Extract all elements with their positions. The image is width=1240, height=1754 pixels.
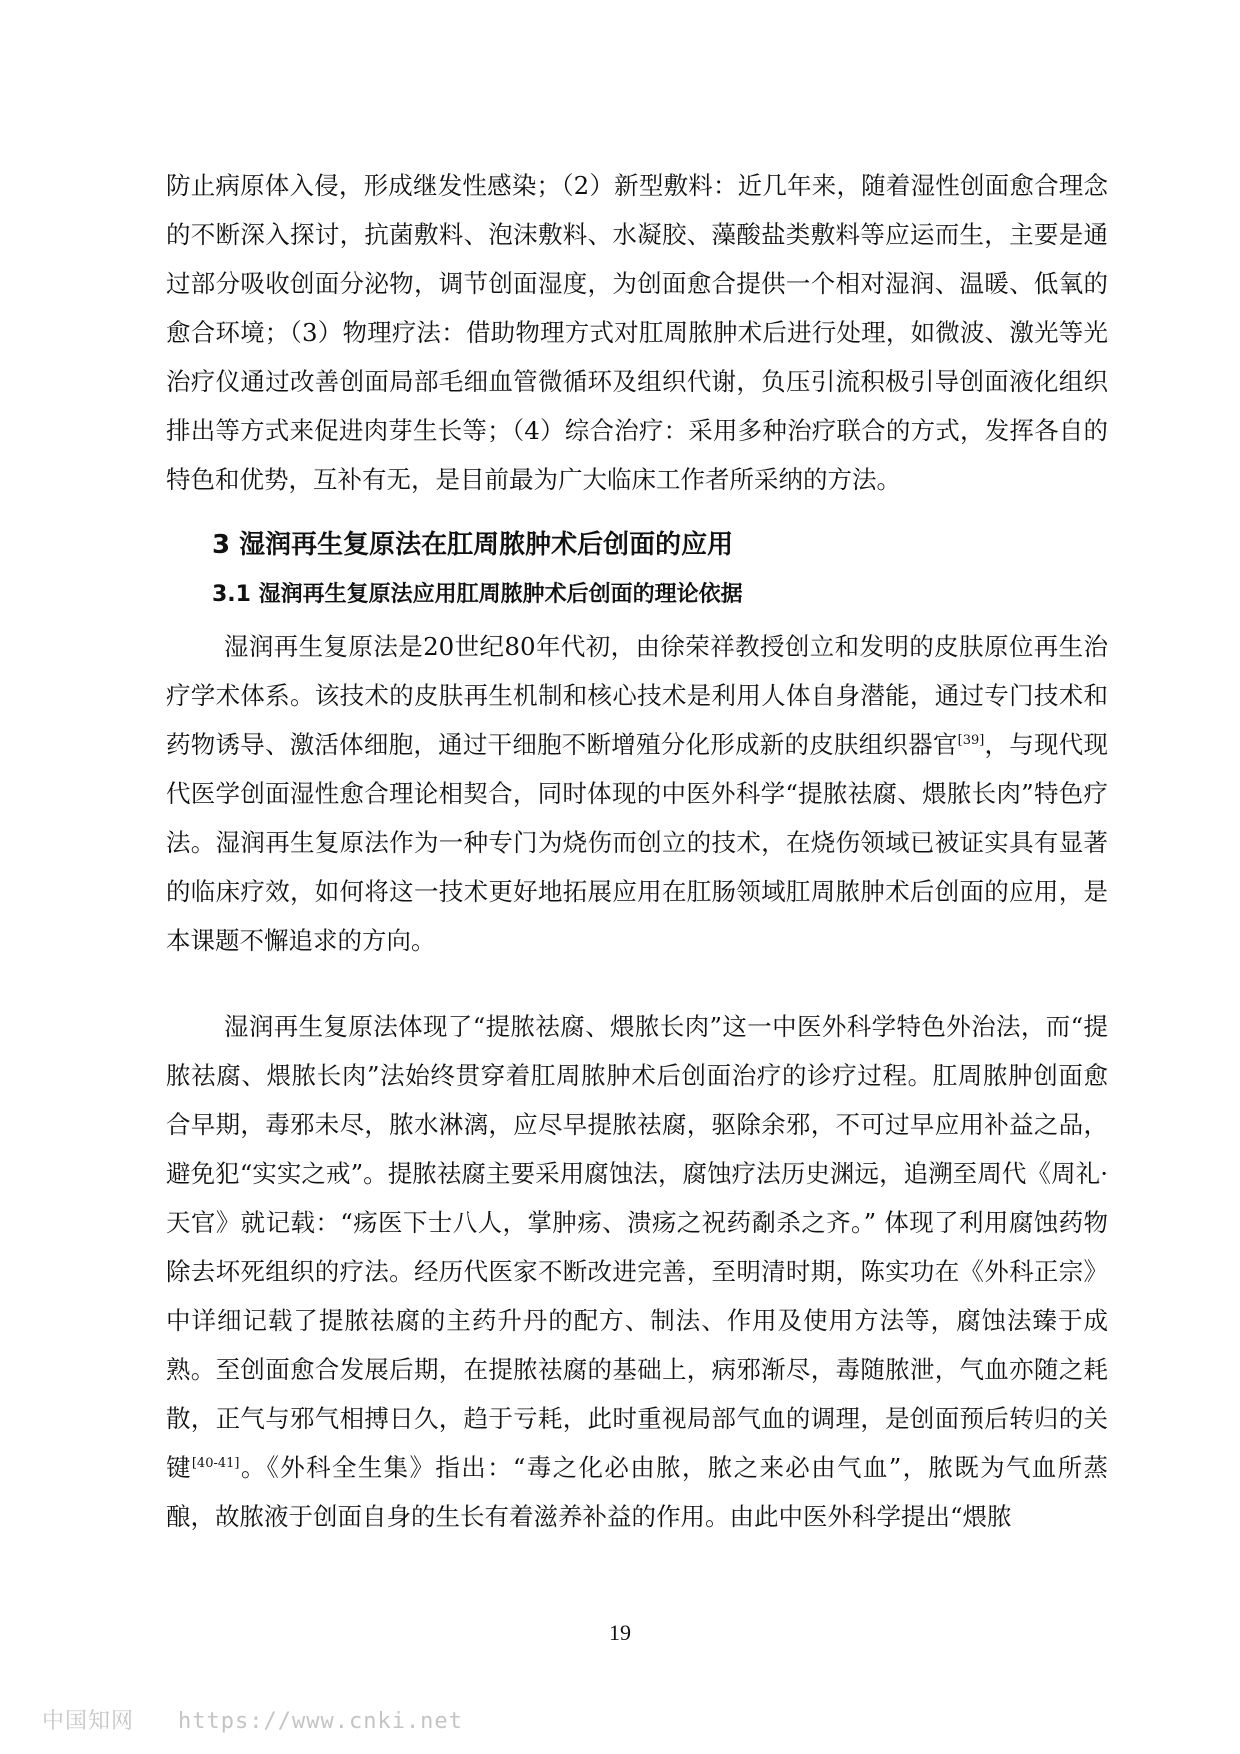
watermark-name: 中国知网 — [42, 1709, 135, 1734]
paragraph-text: 湿润再生复原法是20世纪80年代初，由徐荣祥教授创立和发明的皮肤原位再生治疗学术体系。该技术的皮肤再生机制和核心技术是利用人体自身潜能，通过专门技术和药物诱导、激活体细胞，通过干细胞不断增殖分化形成新的皮肤组织器官 — [166, 632, 1108, 759]
paragraph-text: 防止病原体入侵，形成继发性感染；（2）新型敷料：近几年来，随着湿性创面愈合理念的不断深入探讨，抗菌敷料、泡沫敷料、水凝胶、藻酸盐类敷料等应运而生，主要是通过部分吸收创面分泌物，调节创面湿度，为创面愈合提供一个相对湿润、温暖、低氧的愈合环境；（3）物理疗法：借助物理方式对肛周脓肿术后进行处理，如微波、激光等光治疗仪通过改善创面局部毛细血管微循环及组织代谢，负压引流积极引导创面液化组织排出等方式来促进肉芽生长等；（4）综合治疗：采用多种治疗联合的方式，发挥各自的特色和优势，互补有无，是目前最为广大临床工作者所采纳的方法。 — [166, 171, 1108, 494]
paragraph-text: 。《外科全生集》指出：“毒之化必由脓，脓之来必由气血”，脓既为气血所蒸酿，故脓液于创面自身的生长有着滋养补益的作用。由此中医外科学提出“煨脓 — [166, 1453, 1109, 1531]
page-number: 19 — [609, 1620, 631, 1645]
section-heading: 3 湿润再生复原法在肛周脓肿术后创面的应用 — [212, 530, 734, 560]
paragraph-text: ，与现代现代医学创面湿性愈合理论相契合，同时体现的中医外科学“提脓祛腐、煨脓长肉”特色疗法。湿润再生复原法作为一种专门为烧伤而创立的技术，在烧伤领域已被证实具有显著的临床疗效，如何将这一技术更好地拓展应用在肛肠领域肛周脓肿术后创面的应用，是本课题不懈追求的方向。 — [166, 730, 1109, 955]
citation-ref[interactable]: [40-41] — [191, 1455, 240, 1471]
citation-ref[interactable]: [39] — [957, 732, 985, 748]
paragraph-tcm-theory — [166, 1002, 1108, 1541]
paragraph-text: 湿润再生复原法体现了“提脓祛腐、煨脓长肉”这一中医外科学特色外治法，而“提脓祛腐、煨脓长肉”法始终贯穿着肛周脓肿术后创面治疗的诊疗过程。肛周脓肿创面愈合早期，毒邪未尽，脓水淋漓，应尽早提脓祛腐，驱除余邪，不可过早应用补益之品，避免犯“实实之戒”。提脓祛腐主要采用腐蚀法，腐蚀疗法历史渊远，追溯至周代《周礼·天官》就记载：“疡医下士八人，掌肿疡、溃疡之祝药劀杀之齐。” 体现了利用腐蚀药物除去坏死组织的疗法。经历代医家不断改进完善，至明清时期，陈实功在《外科正宗》中详细记载了提脓祛腐的主药升丹的配方、制法、作用及使用方法等，腐蚀法臻于成熟。至创面愈合发展后期，在提脓祛腐的基础上，病邪渐尽，毒随脓泄，气血亦随之耗散，正气与邪气相搏日久，趋于亏耗，此时重视局部气血的调理，是创面预后转归的关键 — [166, 1012, 1108, 1482]
watermark-url[interactable]: https://www.cnki.net — [178, 1709, 463, 1734]
subsection-heading: 3.1 湿润再生复原法应用肛周脓肿术后创面的理论依据 — [212, 582, 743, 607]
paragraph-mebt-intro — [166, 622, 1108, 965]
cnki-watermark — [42, 1704, 463, 1735]
paragraph-treatment-methods — [166, 161, 1108, 504]
